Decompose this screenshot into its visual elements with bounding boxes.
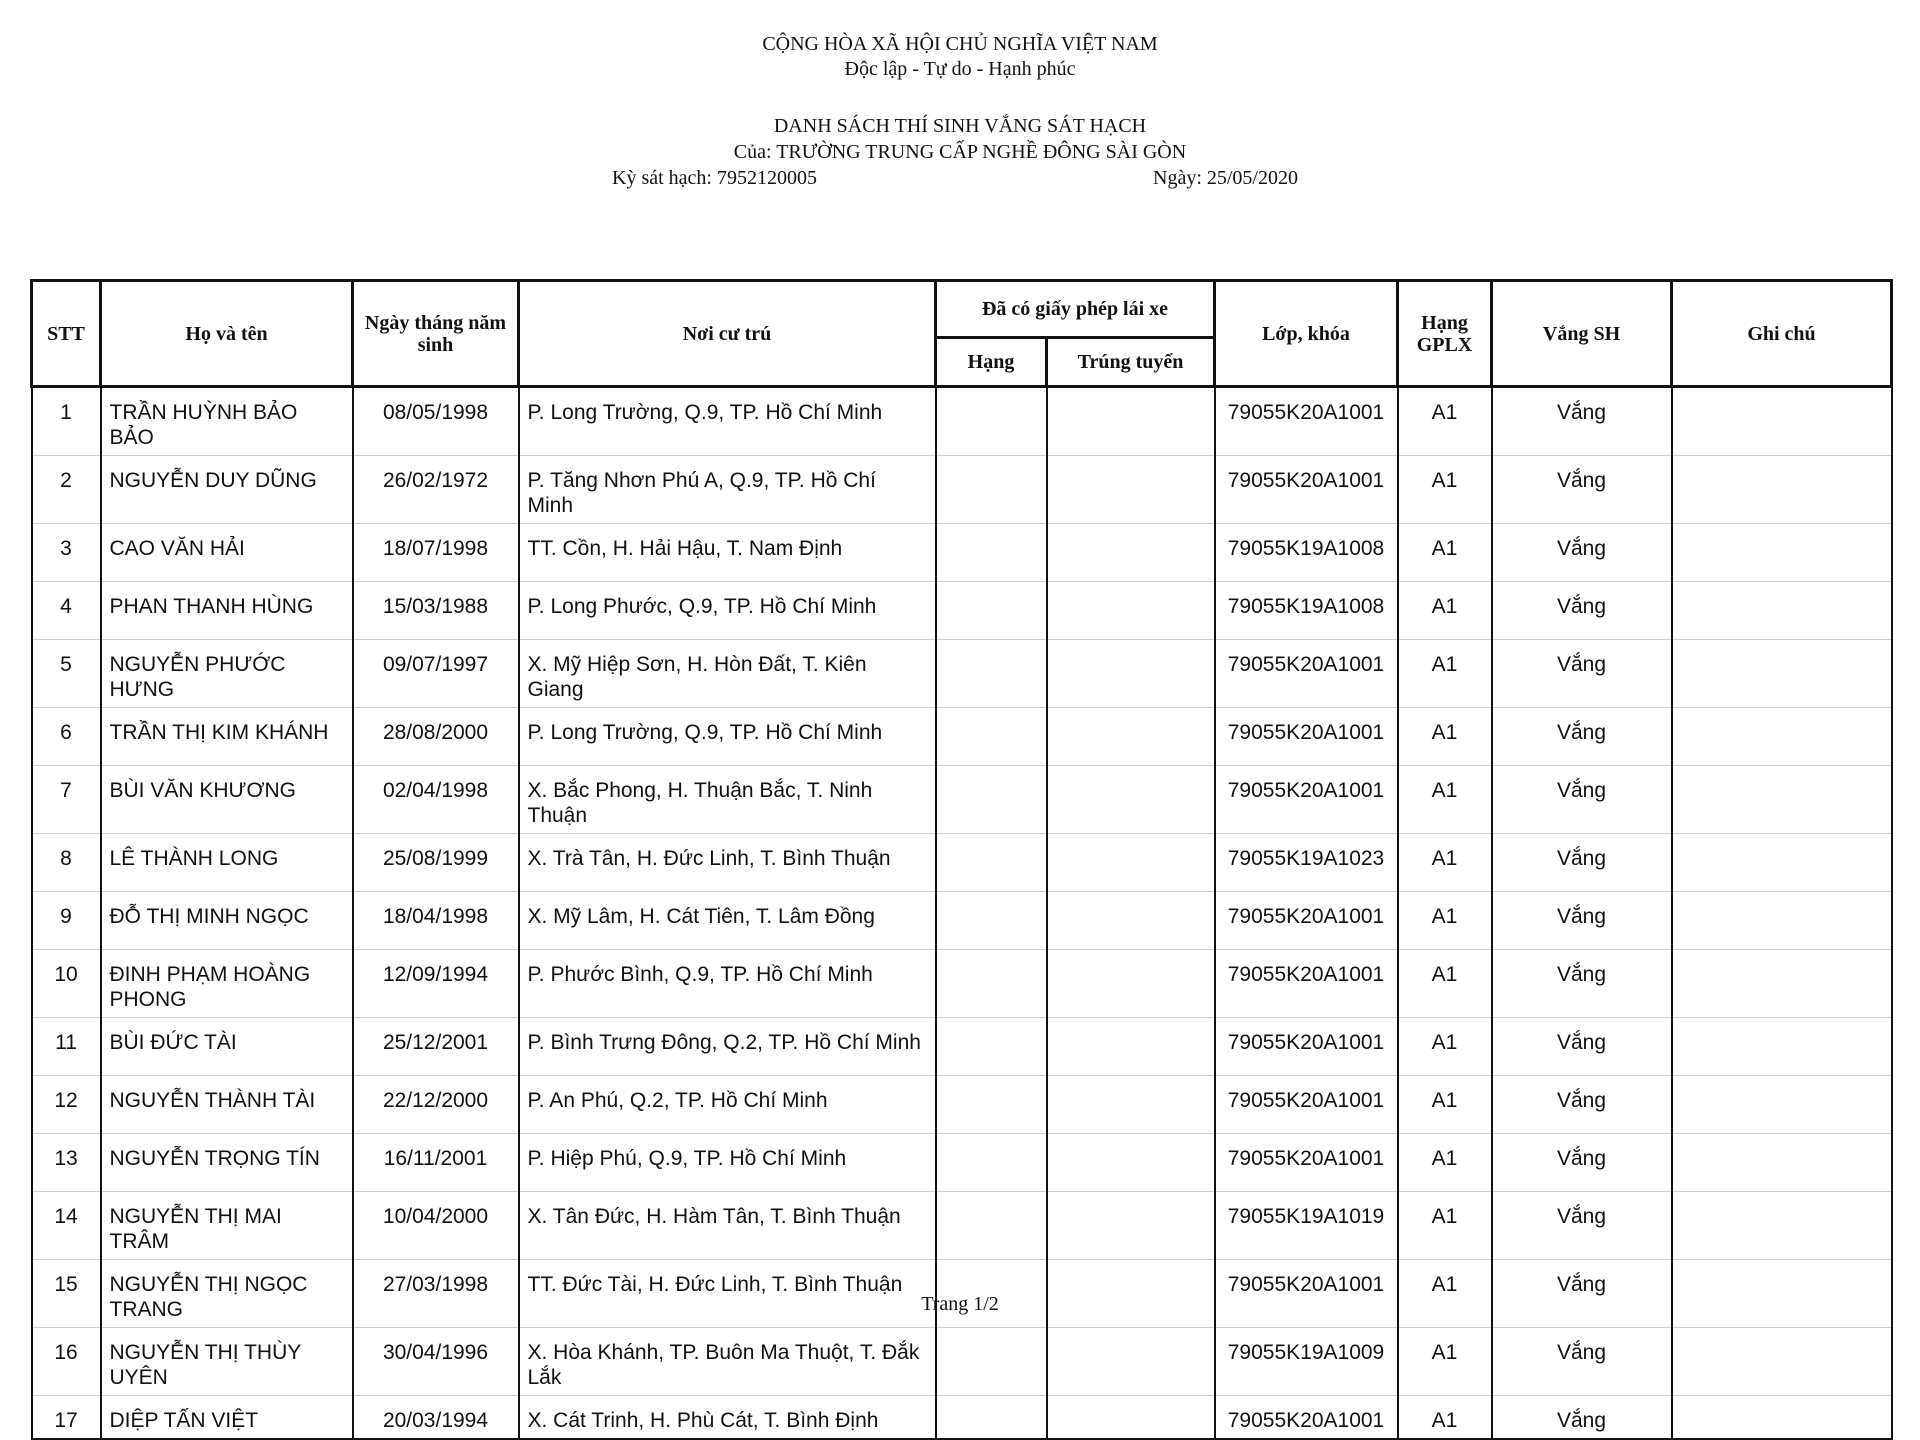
row-note <box>1672 1134 1892 1192</box>
row-dob: 22/12/2000 <box>353 1076 519 1134</box>
row-note <box>1672 766 1892 834</box>
row-license-passed <box>1047 1018 1215 1076</box>
row-dob: 02/04/1998 <box>353 766 519 834</box>
row-gplx-class: A1 <box>1398 1134 1492 1192</box>
row-license-passed <box>1047 387 1215 456</box>
table-row <box>32 524 1892 582</box>
row-note <box>1672 1018 1892 1076</box>
row-license-passed <box>1047 1134 1215 1192</box>
row-absent: Vắng <box>1492 834 1672 892</box>
row-dob: 12/09/1994 <box>353 950 519 1018</box>
row-address: P. Long Trường, Q.9, TP. Hồ Chí Minh <box>519 387 936 456</box>
header-dob: Ngày tháng năm sinh <box>353 281 519 387</box>
row-note <box>1672 1328 1892 1396</box>
row-address: X. Mỹ Hiệp Sơn, H. Hòn Đất, T. Kiên Giang <box>519 640 936 708</box>
row-dob: 18/07/1998 <box>353 524 519 582</box>
row-license-passed <box>1047 892 1215 950</box>
row-name: NGUYỄN THỊ MAI TRÂM <box>101 1192 353 1260</box>
row-stt: 12 <box>32 1076 101 1134</box>
row-license-passed <box>1047 1076 1215 1134</box>
row-gplx-class: A1 <box>1398 892 1492 950</box>
row-note <box>1672 834 1892 892</box>
row-name: PHAN THANH HÙNG <box>101 582 353 640</box>
header-address: Nơi cư trú <box>519 281 936 387</box>
table-row <box>32 708 1892 766</box>
header-name: Họ và tên <box>101 281 353 387</box>
row-license-passed <box>1047 766 1215 834</box>
row-dob: 10/04/2000 <box>353 1192 519 1260</box>
row-address: P. Long Trường, Q.9, TP. Hồ Chí Minh <box>519 708 936 766</box>
row-note <box>1672 708 1892 766</box>
row-class-course: 79055K20A1001 <box>1215 766 1398 834</box>
row-license-class <box>936 834 1047 892</box>
row-license-class <box>936 1134 1047 1192</box>
row-absent: Vắng <box>1492 387 1672 456</box>
row-stt: 11 <box>32 1018 101 1076</box>
row-license-passed <box>1047 950 1215 1018</box>
row-absent: Vắng <box>1492 1076 1672 1134</box>
row-stt: 6 <box>32 708 101 766</box>
row-stt: 9 <box>32 892 101 950</box>
row-dob: 20/03/1994 <box>353 1396 519 1440</box>
row-class-course: 79055K19A1023 <box>1215 834 1398 892</box>
row-license-passed <box>1047 1396 1215 1440</box>
row-license-class <box>936 582 1047 640</box>
table-row <box>32 1018 1892 1076</box>
row-gplx-class: A1 <box>1398 1018 1492 1076</box>
row-stt: 16 <box>32 1328 101 1396</box>
row-license-class <box>936 950 1047 1018</box>
row-gplx-class: A1 <box>1398 766 1492 834</box>
absent-list-table <box>30 279 1893 1440</box>
table-row <box>32 1134 1892 1192</box>
table-row <box>32 1396 1892 1440</box>
row-class-course: 79055K20A1001 <box>1215 1396 1398 1440</box>
row-class-course: 79055K20A1001 <box>1215 1134 1398 1192</box>
table-row <box>32 640 1892 708</box>
row-stt: 15 <box>32 1260 101 1328</box>
row-name: BÙI ĐỨC TÀI <box>101 1018 353 1076</box>
row-class-course: 79055K20A1001 <box>1215 456 1398 524</box>
table-row <box>32 387 1892 456</box>
header-license-passed: Trúng tuyển <box>1047 338 1215 387</box>
row-class-course: 79055K19A1008 <box>1215 582 1398 640</box>
row-address: P. Phước Bình, Q.9, TP. Hồ Chí Minh <box>519 950 936 1018</box>
absent-list-table-wrapper <box>30 279 1890 1440</box>
row-absent: Vắng <box>1492 708 1672 766</box>
row-dob: 09/07/1997 <box>353 640 519 708</box>
row-absent: Vắng <box>1492 766 1672 834</box>
row-gplx-class: A1 <box>1398 582 1492 640</box>
row-dob: 08/05/1998 <box>353 387 519 456</box>
row-address: X. Cát Trinh, H. Phù Cát, T. Bình Định <box>519 1396 936 1440</box>
row-absent: Vắng <box>1492 1018 1672 1076</box>
row-name: DIỆP TẤN VIỆT <box>101 1396 353 1440</box>
row-stt: 10 <box>32 950 101 1018</box>
row-license-passed <box>1047 456 1215 524</box>
page-number: Trang 1/2 <box>921 1293 999 1315</box>
exam-session: Kỳ sát hạch: 7952120005 <box>612 167 817 189</box>
row-address: P. An Phú, Q.2, TP. Hồ Chí Minh <box>519 1076 936 1134</box>
row-absent: Vắng <box>1492 1134 1672 1192</box>
row-gplx-class: A1 <box>1398 834 1492 892</box>
row-dob: 26/02/1972 <box>353 456 519 524</box>
row-note <box>1672 1396 1892 1440</box>
row-gplx-class: A1 <box>1398 1396 1492 1440</box>
table-header <box>32 281 1892 387</box>
row-license-class <box>936 524 1047 582</box>
row-name: ĐỖ THỊ MINH NGỌC <box>101 892 353 950</box>
row-license-class <box>936 1076 1047 1134</box>
row-stt: 7 <box>32 766 101 834</box>
table-row <box>32 950 1892 1018</box>
row-class-course: 79055K20A1001 <box>1215 387 1398 456</box>
row-name: NGUYỄN THỊ NGỌC TRANG <box>101 1260 353 1328</box>
row-dob: 25/12/2001 <box>353 1018 519 1076</box>
row-absent: Vắng <box>1492 640 1672 708</box>
row-gplx-class: A1 <box>1398 456 1492 524</box>
row-class-course: 79055K19A1008 <box>1215 524 1398 582</box>
row-name: NGUYỄN THỊ THÙY UYÊN <box>101 1328 353 1396</box>
row-note <box>1672 387 1892 456</box>
row-name: CAO VĂN HẢI <box>101 524 353 582</box>
row-name: NGUYỄN TRỌNG TÍN <box>101 1134 353 1192</box>
school-name: Của: TRƯỜNG TRUNG CẤP NGHỀ ĐÔNG SÀI GÒN <box>733 141 1187 163</box>
row-stt: 3 <box>32 524 101 582</box>
row-address: X. Trà Tân, H. Đức Linh, T. Bình Thuận <box>519 834 936 892</box>
row-name: BÙI VĂN KHƯƠNG <box>101 766 353 834</box>
row-gplx-class: A1 <box>1398 1328 1492 1396</box>
row-license-class <box>936 387 1047 456</box>
row-gplx-class: A1 <box>1398 640 1492 708</box>
row-name: NGUYỄN PHƯỚC HƯNG <box>101 640 353 708</box>
row-license-class <box>936 1192 1047 1260</box>
row-absent: Vắng <box>1492 950 1672 1018</box>
row-dob: 30/04/1996 <box>353 1328 519 1396</box>
header-absent: Vắng SH <box>1492 281 1672 387</box>
row-absent: Vắng <box>1492 1328 1672 1396</box>
row-dob: 16/11/2001 <box>353 1134 519 1192</box>
row-stt: 5 <box>32 640 101 708</box>
row-stt: 4 <box>32 582 101 640</box>
table-row <box>32 1192 1892 1260</box>
table-row <box>32 456 1892 524</box>
row-absent: Vắng <box>1492 582 1672 640</box>
row-absent: Vắng <box>1492 1396 1672 1440</box>
row-gplx-class: A1 <box>1398 1192 1492 1260</box>
row-dob: 27/03/1998 <box>353 1260 519 1328</box>
row-address: X. Hòa Khánh, TP. Buôn Ma Thuột, T. Đắk Lắk <box>519 1328 936 1396</box>
row-gplx-class: A1 <box>1398 1076 1492 1134</box>
row-gplx-class: A1 <box>1398 950 1492 1018</box>
row-stt: 13 <box>32 1134 101 1192</box>
header-license-class: Hạng <box>936 338 1047 387</box>
row-absent: Vắng <box>1492 456 1672 524</box>
exam-date: Ngày: 25/05/2020 <box>1153 167 1298 189</box>
row-license-class <box>936 766 1047 834</box>
row-license-class <box>936 708 1047 766</box>
row-class-course: 79055K20A1001 <box>1215 1076 1398 1134</box>
row-license-class <box>936 1018 1047 1076</box>
row-license-class <box>936 892 1047 950</box>
row-address: X. Bắc Phong, H. Thuận Bắc, T. Ninh Thuận <box>519 766 936 834</box>
row-stt: 8 <box>32 834 101 892</box>
row-address: P. Hiệp Phú, Q.9, TP. Hồ Chí Minh <box>519 1134 936 1192</box>
row-gplx-class: A1 <box>1398 524 1492 582</box>
table-body <box>32 387 1892 1440</box>
row-class-course: 79055K19A1019 <box>1215 1192 1398 1260</box>
row-class-course: 79055K20A1001 <box>1215 950 1398 1018</box>
row-class-course: 79055K20A1001 <box>1215 1018 1398 1076</box>
row-note <box>1672 456 1892 524</box>
row-absent: Vắng <box>1492 1192 1672 1260</box>
row-stt: 1 <box>32 387 101 456</box>
header-gplx-class: Hạng GPLX <box>1398 281 1492 387</box>
row-license-class <box>936 456 1047 524</box>
header-license-group: Đã có giấy phép lái xe <box>936 281 1215 338</box>
table-row <box>32 582 1892 640</box>
table-row <box>32 834 1892 892</box>
table-row <box>32 892 1892 950</box>
table-row <box>32 1328 1892 1396</box>
row-absent: Vắng <box>1492 524 1672 582</box>
row-license-passed <box>1047 708 1215 766</box>
row-license-class <box>936 1328 1047 1396</box>
row-gplx-class: A1 <box>1398 1260 1492 1328</box>
row-license-passed <box>1047 640 1215 708</box>
row-class-course: 79055K20A1001 <box>1215 1260 1398 1328</box>
row-dob: 15/03/1988 <box>353 582 519 640</box>
row-license-passed <box>1047 524 1215 582</box>
table-row <box>32 1076 1892 1134</box>
row-license-passed <box>1047 1328 1215 1396</box>
row-stt: 17 <box>32 1396 101 1440</box>
row-address: TT. Đức Tài, H. Đức Linh, T. Bình Thuận <box>519 1260 936 1328</box>
row-class-course: 79055K19A1009 <box>1215 1328 1398 1396</box>
row-dob: 18/04/1998 <box>353 892 519 950</box>
row-address: TT. Cồn, H. Hải Hậu, T. Nam Định <box>519 524 936 582</box>
row-name: NGUYỄN DUY DŨNG <box>101 456 353 524</box>
row-name: ĐINH PHẠM HOÀNG PHONG <box>101 950 353 1018</box>
row-name: TRẦN THỊ KIM KHÁNH <box>101 708 353 766</box>
row-dob: 28/08/2000 <box>353 708 519 766</box>
row-license-passed <box>1047 582 1215 640</box>
row-license-class <box>936 640 1047 708</box>
row-address: P. Tăng Nhơn Phú A, Q.9, TP. Hồ Chí Minh <box>519 456 936 524</box>
national-motto: Độc lập - Tự do - Hạnh phúc <box>844 58 1076 80</box>
row-stt: 14 <box>32 1192 101 1260</box>
row-note <box>1672 1076 1892 1134</box>
header-stt: STT <box>32 281 101 387</box>
row-license-passed <box>1047 1192 1215 1260</box>
row-note <box>1672 524 1892 582</box>
row-license-passed <box>1047 834 1215 892</box>
document-title: DANH SÁCH THÍ SINH VẮNG SÁT HẠCH <box>773 115 1147 137</box>
row-stt: 2 <box>32 456 101 524</box>
row-gplx-class: A1 <box>1398 387 1492 456</box>
row-address: P. Bình Trưng Đông, Q.2, TP. Hồ Chí Minh <box>519 1018 936 1076</box>
table-row <box>32 766 1892 834</box>
row-class-course: 79055K20A1001 <box>1215 892 1398 950</box>
row-note <box>1672 950 1892 1018</box>
row-address: X. Mỹ Lâm, H. Cát Tiên, T. Lâm Đồng <box>519 892 936 950</box>
row-address: P. Long Phước, Q.9, TP. Hồ Chí Minh <box>519 582 936 640</box>
row-note <box>1672 640 1892 708</box>
row-note <box>1672 1192 1892 1260</box>
row-dob: 25/08/1999 <box>353 834 519 892</box>
row-gplx-class: A1 <box>1398 708 1492 766</box>
row-name: TRẦN HUỲNH BẢO BẢO <box>101 387 353 456</box>
row-note <box>1672 892 1892 950</box>
row-license-class <box>936 1396 1047 1440</box>
row-absent: Vắng <box>1492 892 1672 950</box>
national-title: CỘNG HÒA XÃ HỘI CHỦ NGHĨA VIỆT NAM <box>762 33 1158 55</box>
header-class-course: Lớp, khóa <box>1215 281 1398 387</box>
row-name: LÊ THÀNH LONG <box>101 834 353 892</box>
row-note <box>1672 582 1892 640</box>
row-class-course: 79055K20A1001 <box>1215 708 1398 766</box>
row-name: NGUYỄN THÀNH TÀI <box>101 1076 353 1134</box>
row-address: X. Tân Đức, H. Hàm Tân, T. Bình Thuận <box>519 1192 936 1260</box>
row-class-course: 79055K20A1001 <box>1215 640 1398 708</box>
row-absent: Vắng <box>1492 1260 1672 1328</box>
header-note: Ghi chú <box>1672 281 1892 387</box>
